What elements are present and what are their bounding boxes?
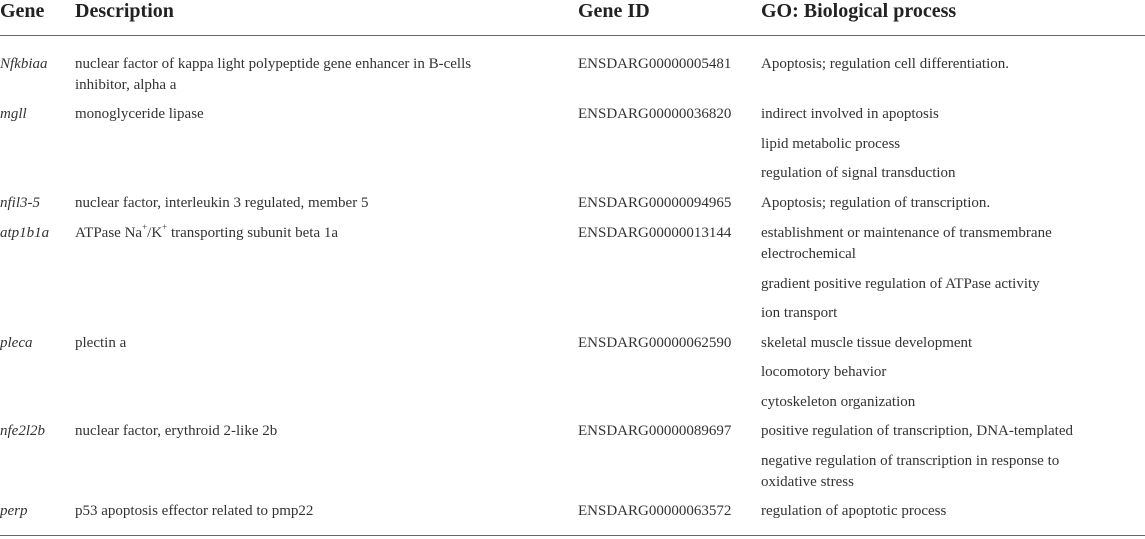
description-cell: nuclear factor, erythroid 2-like 2b (75, 423, 278, 439)
description-cell: p53 apoptosis effector related to pmp22 (75, 503, 314, 519)
gene-cell: mgll (0, 106, 27, 122)
description-cell: monoglyceride lipase (75, 106, 204, 122)
header-description: Description (75, 0, 174, 22)
header-gene-id: Gene ID (578, 0, 650, 22)
gene-id-cell: ENSDARG00000005481 (578, 56, 732, 72)
description-cell: inhibitor, alpha a (75, 77, 177, 93)
header-go-biological-process: GO: Biological process (761, 0, 957, 22)
go-cell: positive regulation of transcription, DNA-templated (761, 423, 1074, 439)
go-cell: cytoskeleton organization (761, 394, 916, 410)
header-gene: Gene (0, 0, 45, 22)
gene-id-cell: ENSDARG00000063572 (578, 503, 732, 519)
header-rule (0, 35, 1145, 36)
go-cell: gradient positive regulation of ATPase activity (761, 276, 1040, 292)
description-cell: nuclear factor, interleukin 3 regulated, member 5 (75, 195, 369, 211)
gene-cell: nfil3-5 (0, 195, 40, 211)
gene-id-cell: ENSDARG00000036820 (578, 106, 732, 122)
gene-cell: atp1b1a (0, 225, 50, 241)
go-cell: Apoptosis; regulation cell differentiation. (761, 56, 1009, 72)
gene-cell: perp (0, 503, 28, 519)
description-cell: nuclear factor of kappa light polypeptide gene enhancer in B-cells (75, 56, 472, 72)
go-cell: regulation of signal transduction (761, 165, 956, 181)
description-cell: plectin a (75, 335, 127, 351)
gene-id-cell: ENSDARG00000013144 (578, 225, 732, 241)
go-cell: electrochemical (761, 246, 856, 262)
go-cell: Apoptosis; regulation of transcription. (761, 195, 991, 211)
go-cell: indirect involved in apoptosis (761, 106, 939, 122)
go-cell: establishment or maintenance of transmembrane (761, 225, 1052, 241)
gene-cell: nfe2l2b (0, 423, 45, 439)
table-bottom-rule (0, 535, 1145, 536)
gene-cell: pleca (0, 335, 33, 351)
go-cell: locomotory behavior (761, 364, 887, 380)
gene-id-cell: ENSDARG00000062590 (578, 335, 732, 351)
go-cell: ion transport (761, 305, 838, 321)
go-cell: regulation of apoptotic process (761, 503, 947, 519)
description-cell: ATPase Na+/K+ transporting subunit beta 1a (75, 222, 339, 241)
go-cell: skeletal muscle tissue development (761, 335, 973, 351)
gene-id-cell: ENSDARG00000089697 (578, 423, 732, 439)
go-cell: negative regulation of transcription in response to (761, 453, 1060, 469)
gene-id-cell: ENSDARG00000094965 (578, 195, 732, 211)
gene-cell: Nfkbiaa (0, 56, 48, 72)
go-cell: oxidative stress (761, 474, 854, 490)
go-cell: lipid metabolic process (761, 136, 901, 152)
